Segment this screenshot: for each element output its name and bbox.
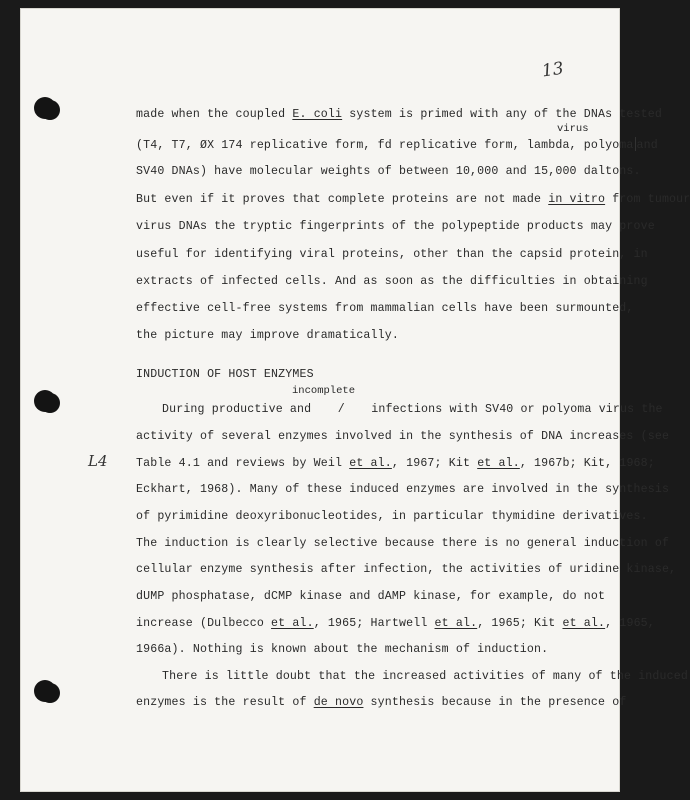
text-line: The induction is clearly selective because there is no general induction of (136, 537, 670, 550)
text-line: Table 4.1 and reviews by Weil et al., 1967; Kit et al., 1967b; Kit, 1968; (136, 457, 655, 470)
handwritten-page-number: 13 (540, 58, 565, 82)
text-line: of pyrimidine deoxyribonucleotides, in particular thymidine derivatives. (136, 510, 648, 523)
text-line: virus DNAs the tryptic fingerprints of the polypeptide products may prove (136, 220, 655, 233)
handwritten-insertion-incomplete: incomplete (292, 385, 356, 397)
text-line: dUMP phosphatase, dCMP kinase and dAMP kinase, for example, do not (136, 590, 606, 603)
text-line: cellular enzyme synthesis after infection, the activities of uridine kinase, (136, 563, 677, 576)
section-heading: INDUCTION OF HOST ENZYMES (136, 368, 314, 381)
text-line: Eckhart, 1968). Many of these induced enzymes are involved in the synthesis (136, 483, 670, 496)
punch-hole-middle (34, 390, 56, 412)
text-line: useful for identifying viral proteins, other than the capsid protein, in (136, 248, 648, 261)
text-line: activity of several enzymes involved in the synthesis of DNA increases (see (136, 430, 670, 443)
handwritten-insertion-virus: virus (557, 123, 589, 135)
text-line: (T4, T7, ØX 174 replicative form, fd replicative form, lambda, polyoma and (136, 139, 658, 152)
punch-hole-bottom (34, 680, 56, 702)
text-line: made when the coupled E. coli system is primed with any of the DNAs tested (136, 108, 662, 121)
text-line: SV40 DNAs) have molecular weights of between 10,000 and 15,000 daltons. (136, 165, 641, 178)
text-line: There is little doubt that the increased activities of many of the induced (162, 670, 688, 683)
text-line: increase (Dulbecco et al., 1965; Hartwell et al., 1965; Kit et al., 1965, (136, 617, 655, 630)
text-line: enzymes is the result of de novo synthesis because in the presence of (136, 696, 627, 709)
punch-hole-top (34, 97, 56, 119)
text-line: effective cell-free systems from mammalian cells have been surmounted, (136, 302, 634, 315)
text-line: 1966a). Nothing is known about the mechanism of induction. (136, 643, 549, 656)
text-line: the picture may improve dramatically. (136, 329, 399, 342)
text-line: But even if it proves that complete proteins are not made in vitro from tumour (136, 193, 690, 206)
text-line: During productive and / infections with SV40 or polyoma virus the (162, 403, 663, 416)
text-line: extracts of infected cells. And as soon as the difficulties in obtaining (136, 275, 648, 288)
document-page (20, 8, 690, 792)
handwritten-margin-note: L4 (88, 452, 108, 470)
